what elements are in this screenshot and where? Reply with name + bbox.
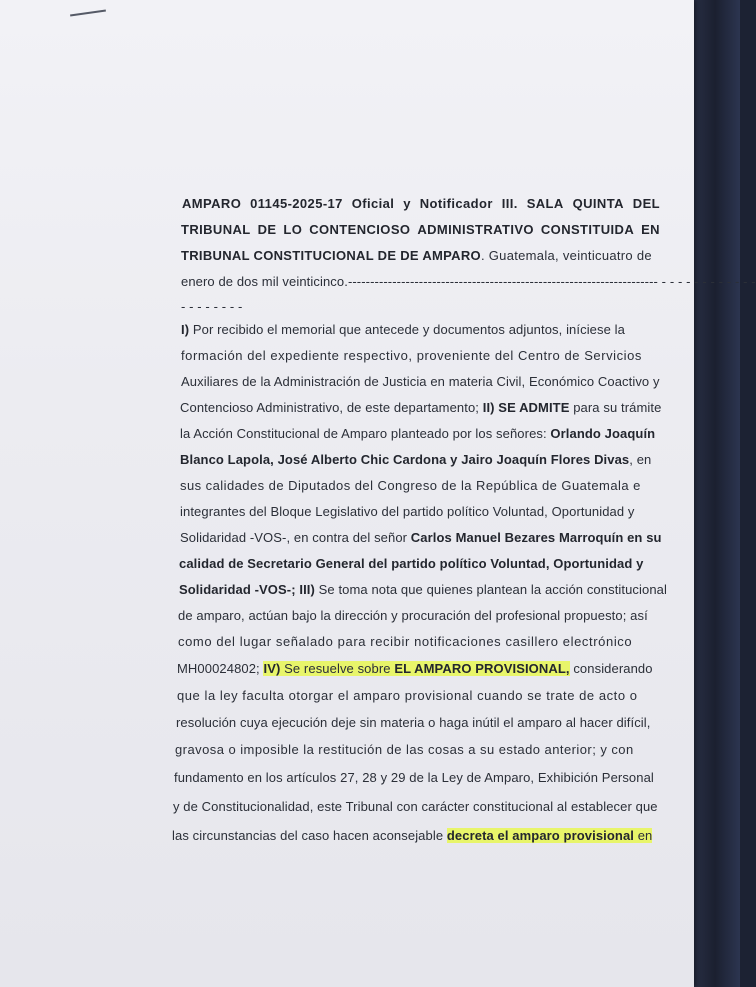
body-line-17: gravosa o imposible la restitución de las cosas a su estado anterior; y con xyxy=(175,742,634,757)
body-line-6: Blanco Lapola, José Alberto Chic Cardona y Jairo Joaquín Flores Divas, en xyxy=(180,452,652,467)
body-line-16: resolución cuya ejecución deje sin materia o haga inútil el amparo al hacer difícil, xyxy=(176,715,651,730)
body-line-19: y de Constitucionalidad, este Tribunal con carácter constitucional al establecer que xyxy=(173,799,658,814)
body-line-1: I) Por recibido el memorial que antecede y documentos adjuntos, iníciese la xyxy=(181,322,625,337)
date-line: enero de dos mil veinticinco.---------------------------------------------------------------------- - - - - - - - - - - - - xyxy=(181,274,756,289)
body-line-15: que la ley faculta otorgar el amparo provisional cuando se trate de acto o xyxy=(177,688,638,703)
body-line-18: fundamento en los artículos 27, 28 y 29 de la Ley de Amparo, Exhibición Personal xyxy=(174,770,654,785)
body-line-13: como del lugar señalado para recibir notificaciones casillero electrónico xyxy=(178,634,633,649)
body-line-3: Auxiliares de la Administración de Justicia en materia Civil, Económico Coactivo y xyxy=(181,374,660,389)
body-line-20: las circunstancias del caso hacen aconsejable decreta el amparo provisional en xyxy=(172,828,653,843)
pen-mark xyxy=(70,10,106,17)
body-line-10: calidad de Secretario General del partido político Voluntad, Oportunidad y xyxy=(179,556,644,571)
heading-line-1: AMPARO 01145-2025-17 Oficial y Notificador III. SALA QUINTA DEL xyxy=(182,196,660,211)
body-line-5: la Acción Constitucional de Amparo planteado por los señores: Orlando Joaquín xyxy=(180,426,656,441)
body-line-12: de amparo, actúan bajo la dirección y procuración del profesional propuesto; así xyxy=(178,608,648,623)
body-line-4: Contencioso Administrativo, de este departamento; II) SE ADMITE para su trámite xyxy=(180,400,662,415)
highlighted-text: decreta el amparo provisional en xyxy=(446,828,653,843)
highlighted-text: IV) Se resuelve sobre EL AMPARO PROVISIONAL, xyxy=(263,661,570,676)
dash-line: - - - - - - - - xyxy=(181,299,243,314)
body-line-2: formación del expediente respectivo, proveniente del Centro de Servicios xyxy=(181,348,642,363)
heading-line-3: TRIBUNAL CONSTITUCIONAL DE DE AMPARO. Guatemala, veinticuatro de xyxy=(181,248,652,263)
body-line-14: MH00024802; IV) Se resuelve sobre EL AMPARO PROVISIONAL, considerando xyxy=(177,661,653,676)
heading-line-2: TRIBUNAL DE LO CONTENCIOSO ADMINISTRATIVO CONSTITUIDA EN xyxy=(181,222,660,237)
body-line-8: integrantes del Bloque Legislativo del partido político Voluntad, Oportunidad y xyxy=(180,504,635,519)
body-line-9: Solidaridad -VOS-, en contra del señor Carlos Manuel Bezares Marroquín en su xyxy=(180,530,662,545)
body-line-7: sus calidades de Diputados del Congreso de la República de Guatemala e xyxy=(180,478,641,493)
dark-background xyxy=(690,0,740,987)
body-line-11: Solidaridad -VOS-; III) Se toma nota que quienes plantean la acción constitucional xyxy=(179,582,668,597)
